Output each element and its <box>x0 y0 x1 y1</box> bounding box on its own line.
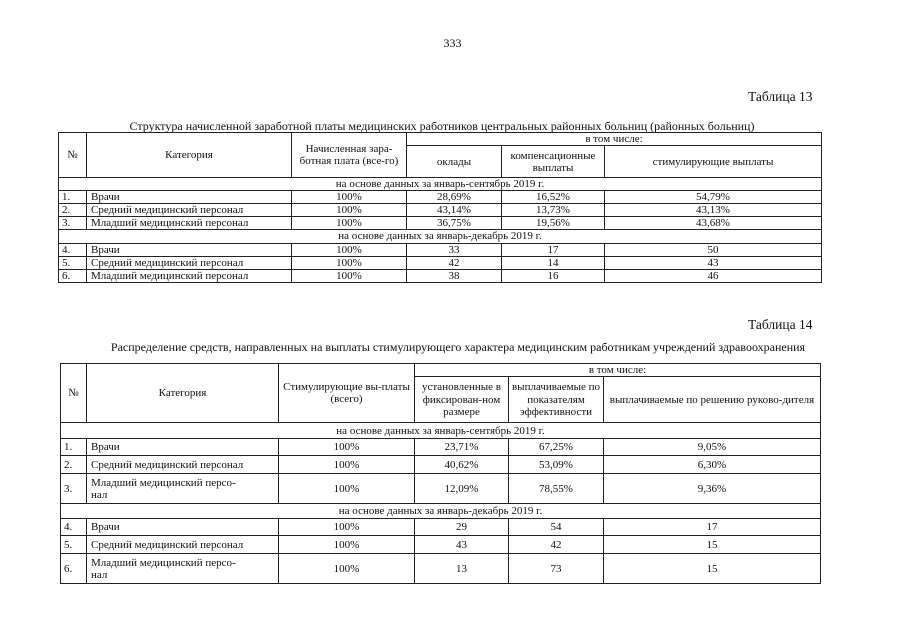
row-category: Врачи <box>87 191 292 204</box>
row-category <box>87 474 279 504</box>
row-category <box>87 554 279 584</box>
row-fixed: 13 <box>415 554 509 584</box>
row-num: 3. <box>61 474 87 504</box>
row-total: 100% <box>279 519 415 536</box>
row-fixed: 29 <box>415 519 509 536</box>
row-manager: 15 <box>604 536 821 554</box>
row-category: Врачи <box>87 439 279 456</box>
row-category: Врачи <box>87 519 279 536</box>
row-manager: 9,36% <box>604 474 821 504</box>
row-category: Младший медицинский персонал <box>87 269 292 282</box>
row-total: 100% <box>279 456 415 474</box>
section-label: на основе данных за январь-сентябрь 2019 г. <box>59 178 822 191</box>
row-total: 100% <box>279 536 415 554</box>
header-total-stimulating: Стимулирующие вы-платы (всего) <box>279 364 415 423</box>
header-including: в том числе: <box>407 133 822 146</box>
row-stimulating: 43 <box>605 256 822 269</box>
row-total: 100% <box>292 217 407 230</box>
row-salary: 42 <box>407 256 502 269</box>
row-num: 5. <box>61 536 87 554</box>
row-total: 100% <box>292 256 407 269</box>
row-fixed: 12,09% <box>415 474 509 504</box>
table-13-label: Таблица 13 <box>748 89 813 104</box>
row-compensation: 16 <box>502 269 605 282</box>
row-performance: 73 <box>509 554 604 584</box>
table-row <box>59 204 822 217</box>
row-stimulating: 43,68% <box>605 217 822 230</box>
table-row <box>61 536 821 554</box>
row-performance: 78,55% <box>509 474 604 504</box>
row-performance: 53,09% <box>509 456 604 474</box>
table-row <box>59 243 822 256</box>
row-fixed: 40,62% <box>415 456 509 474</box>
table-row <box>59 269 822 282</box>
table-14 <box>60 363 821 584</box>
row-performance: 42 <box>509 536 604 554</box>
row-total: 100% <box>292 191 407 204</box>
row-category: Средний медицинский персонал <box>87 456 279 474</box>
table-row <box>61 439 821 456</box>
row-num: 1. <box>59 191 87 204</box>
table-row <box>61 474 821 504</box>
section-label: на основе данных за январь-декабрь 2019 г. <box>61 504 821 519</box>
row-fixed: 23,71% <box>415 439 509 456</box>
row-salary: 36,75% <box>407 217 502 230</box>
row-salary: 38 <box>407 269 502 282</box>
row-category-line-2: нал <box>91 488 108 501</box>
table-row <box>59 256 822 269</box>
header-including: в том числе: <box>415 364 821 377</box>
row-total: 100% <box>279 474 415 504</box>
row-category-line-1: Младший медицинский персо- <box>91 556 236 569</box>
row-total: 100% <box>279 554 415 584</box>
page-number: 333 <box>443 36 462 50</box>
table-row <box>61 554 821 584</box>
row-manager: 17 <box>604 519 821 536</box>
header-fixed: установленные в фиксирован-ном размере <box>415 377 509 423</box>
row-num: 3. <box>59 217 87 230</box>
row-num: 2. <box>61 456 87 474</box>
table-13 <box>58 132 822 283</box>
row-salary: 33 <box>407 243 502 256</box>
row-salary: 43,14% <box>407 204 502 217</box>
header-stimulating: стимулирующие выплаты <box>605 146 822 178</box>
row-compensation: 19,56% <box>502 217 605 230</box>
header-compensation: компенсационные выплаты <box>502 146 605 178</box>
row-compensation: 13,73% <box>502 204 605 217</box>
row-num: 1. <box>61 439 87 456</box>
row-total: 100% <box>279 439 415 456</box>
row-compensation: 17 <box>502 243 605 256</box>
row-compensation: 16,52% <box>502 191 605 204</box>
table-13-title: Структура начисленной заработной платы медицинских работников центральных районных больниц (районных больниц) <box>129 119 755 133</box>
header-performance: выплачиваемые по показателям эффективности <box>509 377 604 423</box>
row-stimulating: 54,79% <box>605 191 822 204</box>
table-14-title: Распределение средств, направленных на выплаты стимулирующего характера медицинским работникам учреждений здравоохранения <box>110 340 806 354</box>
section-label: на основе данных за январь-декабрь 2019 г. <box>59 230 822 243</box>
header-category: Категория <box>87 133 292 178</box>
row-category: Средний медицинский персонал <box>87 536 279 554</box>
row-total: 100% <box>292 243 407 256</box>
row-num: 4. <box>59 243 87 256</box>
row-compensation: 14 <box>502 256 605 269</box>
table-row <box>59 191 822 204</box>
row-stimulating: 50 <box>605 243 822 256</box>
table-row <box>61 456 821 474</box>
row-performance: 54 <box>509 519 604 536</box>
row-stimulating: 43,13% <box>605 204 822 217</box>
row-fixed: 43 <box>415 536 509 554</box>
row-num: 4. <box>61 519 87 536</box>
row-category: Младший медицинский персонал <box>87 217 292 230</box>
row-category-line-1: Младший медицинский персо- <box>91 476 236 489</box>
header-category: Категория <box>87 364 279 423</box>
row-performance: 67,25% <box>509 439 604 456</box>
header-manager: выплачиваемые по решению руково-дителя <box>604 377 821 423</box>
header-num: № <box>59 133 87 178</box>
row-category: Средний медицинский персонал <box>87 204 292 217</box>
row-num: 5. <box>59 256 87 269</box>
row-num: 6. <box>61 554 87 584</box>
row-salary: 28,69% <box>407 191 502 204</box>
row-category-line-2: нал <box>91 568 108 581</box>
section-label: на основе данных за январь-сентябрь 2019 г. <box>61 423 821 439</box>
row-category: Средний медицинский персонал <box>87 256 292 269</box>
row-manager: 6,30% <box>604 456 821 474</box>
row-total: 100% <box>292 204 407 217</box>
row-num: 2. <box>59 204 87 217</box>
table-row <box>59 217 822 230</box>
header-num: № <box>61 364 87 423</box>
row-manager: 9,05% <box>604 439 821 456</box>
row-stimulating: 46 <box>605 269 822 282</box>
header-salary: оклады <box>407 146 502 178</box>
table-14-label: Таблица 14 <box>748 317 813 332</box>
row-total: 100% <box>292 269 407 282</box>
table-row <box>61 519 821 536</box>
row-category: Врачи <box>87 243 292 256</box>
row-manager: 15 <box>604 554 821 584</box>
row-num: 6. <box>59 269 87 282</box>
header-total-salary: Начисленная зара-ботная плата (все-го) <box>292 133 407 178</box>
